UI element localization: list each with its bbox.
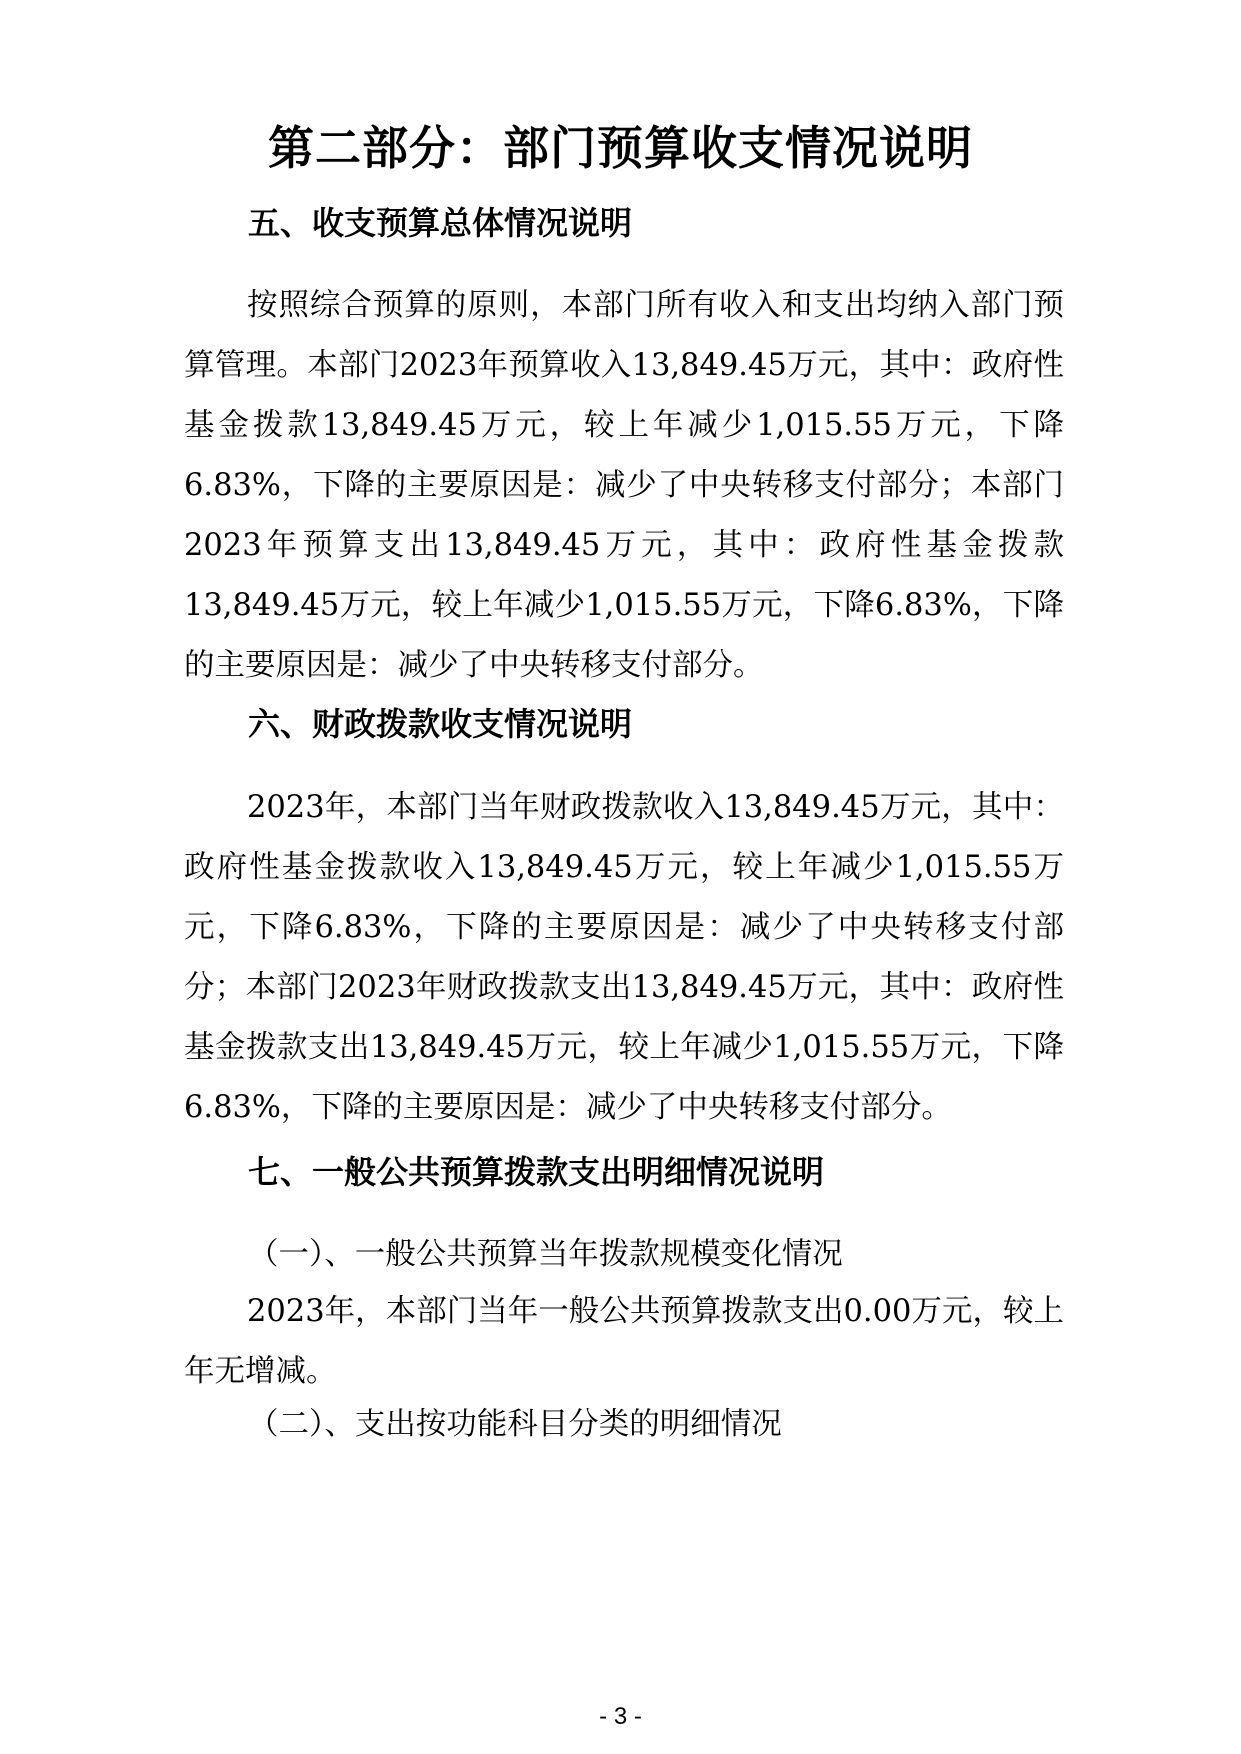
section-heading-7: 七、一般公共预算拨款支出明细情况说明 <box>248 1153 825 1191</box>
section-heading-5: 五、收支预算总体情况说明 <box>248 204 633 242</box>
subsection-heading-1: （一）、一般公共预算当年拨款规模变化情况 <box>248 1237 843 1272</box>
subsection-heading-2: （二）、支出按功能科目分类的明细情况 <box>248 1407 782 1442</box>
subsection-paragraph-1: 2023年，本部门当年一般公共预算拨款支出0.00万元，较上年无增减。 <box>184 1294 1064 1389</box>
section-paragraph-5: 按照综合预算的原则，本部门所有收入和支出均纳入部门预算管理。本部门2023年预算收入13,849.45万元，其中：政府性基金拨款13,849.45万元，较上年减少1,015.55万元，下降6.83%，下降的主要原因是：减少了中央转移支付部分；本部门2023年预算支出13,849.45万元，其中：政府性基金拨款13,849.45万元，较上年减少1,015.55万元，下降6.83%，下降的主要原因是：减少了中央转移支付部分。 <box>184 288 1064 683</box>
section-paragraph-6: 2023年，本部门当年财政拨款收入13,849.45万元，其中：政府性基金拨款收入13,849.45万元，较上年减少1,015.55万元，下降6.83%，下降的主要原因是：减少了中央转移支付部分；本部门2023年财政拨款支出13,849.45万元，其中：政府性基金拨款支出13,849.45万元，较上年减少1,015.55万元，下降6.83%，下降的主要原因是：减少了中央转移支付部分。 <box>184 790 1064 1125</box>
page-title: 第二部分：部门预算收支情况说明 <box>268 121 973 175</box>
section-heading-6: 六、财政拨款收支情况说明 <box>248 705 633 743</box>
page-number: - 3 - <box>599 1703 642 1730</box>
